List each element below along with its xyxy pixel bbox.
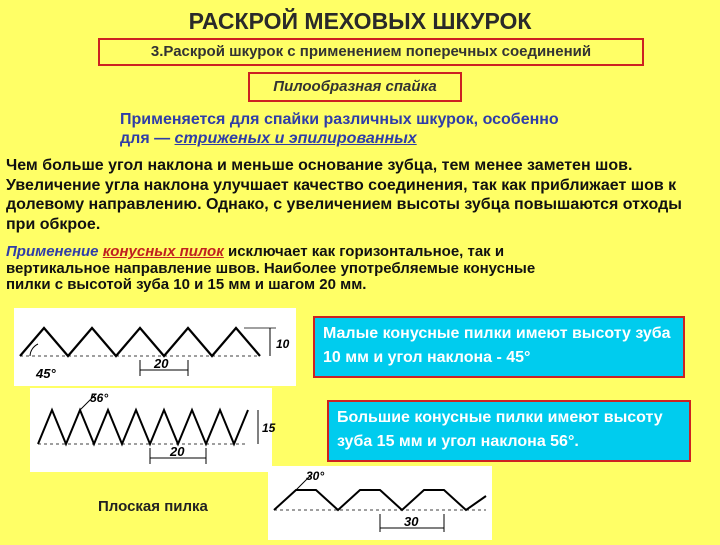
large-height-label: 15: [262, 421, 276, 435]
small-saw-teeth: [20, 328, 260, 356]
section-heading: Пилообразная спайка: [248, 72, 462, 102]
angle-arc: [30, 344, 38, 356]
large-saw-drawing: [30, 388, 276, 472]
paragraph-2-line-1: [6, 244, 706, 261]
flat-step-label: 30: [404, 514, 419, 529]
large-step-label: 20: [170, 444, 185, 459]
paragraph-2: [6, 244, 706, 294]
paragraph-2-line-3: пилки с высотой зуба 10 и 15 мм и шагом 20 мм.: [6, 276, 367, 293]
small-angle-label: 45°: [36, 366, 56, 381]
small-height-label: 10: [276, 337, 290, 351]
intro-prefix: для —: [120, 130, 175, 147]
page-title: РАСКРОЙ МЕХОВЫХ ШКУРОК: [188, 8, 532, 34]
small-saw-drawing: [14, 308, 296, 386]
paragraph-1: Чем больше угол наклона и меньше основание зубца, тем менее заметен шов. Увеличение угла наклона улучшает качество соединения, так как приближает шов к долевому направлению. Однако, с увеличением высоты зубца повышаются отходы при обкрое.: [6, 157, 682, 233]
flat-saw-label: Плоская пилка: [98, 498, 208, 515]
small-saw-info: Малые конусные пилки имеют высоту зуба 10 мм и угол наклона - 45°: [313, 316, 685, 378]
paragraph-2-line-2: вертикальное направление швов. Наиболее употребляемые конусные: [6, 259, 536, 277]
paragraph-2-lead: Применение: [6, 243, 99, 260]
intro-line-2: [120, 129, 680, 148]
large-saw-diagram: [30, 388, 276, 472]
small-step-label: 20: [154, 356, 169, 371]
flat-angle-label: 30°: [306, 469, 325, 483]
large-angle-label: 56°: [90, 391, 109, 405]
flat-saw-diagram: [268, 466, 492, 540]
flat-saw-drawing: [268, 466, 492, 540]
paragraph-2-rest: исключает как горизонтальное, так и: [223, 243, 505, 260]
subtitle-box: 3.Раскрой шкурок с применением поперечных соединений: [98, 38, 644, 66]
conical-saws-link[interactable]: конусных пилок: [102, 243, 224, 260]
intro-link[interactable]: стриженых и эпилированных: [174, 130, 417, 147]
flat-saw-teeth: [274, 490, 486, 510]
intro-line-1: Применяется для спайки различных шкурок, особенно: [120, 111, 559, 128]
large-saw-teeth: [38, 410, 248, 444]
small-saw-diagram: [14, 308, 296, 386]
large-saw-info: Большие конусные пилки имеют высоту зуба 15 мм и угол наклона 56°.: [327, 400, 691, 462]
intro-text: [120, 110, 680, 148]
